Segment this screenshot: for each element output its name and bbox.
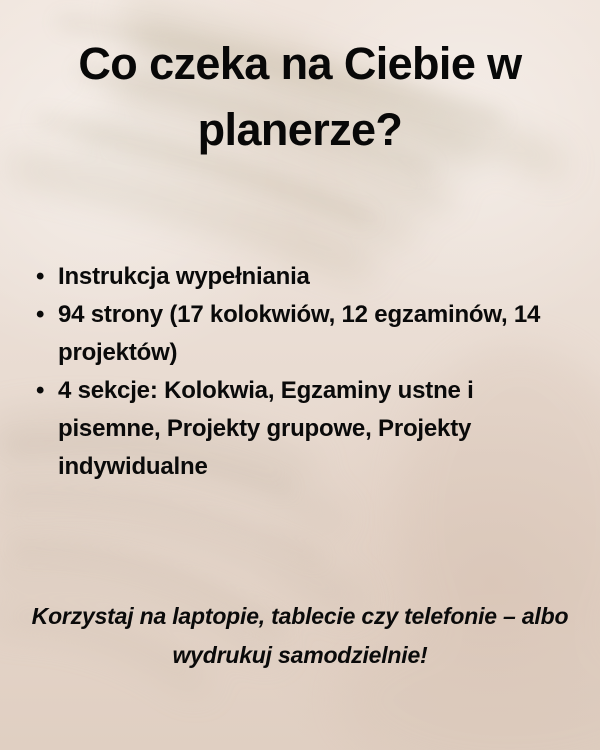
feature-item-2-text: • 94 strony (17 kolokwiów, 12 egzaminów, 14 projektów) bbox=[58, 301, 541, 366]
page-title: Co czeka na Ciebie w planerze? bbox=[78, 38, 522, 155]
feature-item-1 bbox=[36, 258, 558, 296]
feature-item-3 bbox=[36, 372, 558, 486]
feature-item-3-text: • 4 sekcje: Kolokwia, Egzaminy ustne i pisemne, Projekty grupowe, Projekty indywidualne bbox=[58, 377, 474, 480]
feature-item-1-text: • Instrukcja wypełniania bbox=[58, 263, 310, 290]
feature-item-2 bbox=[36, 296, 558, 372]
usage-note: Korzystaj na laptopie, tablecie czy telefonie – albo wydrukuj samodzielnie! bbox=[31, 603, 569, 668]
feature-list bbox=[36, 258, 558, 486]
